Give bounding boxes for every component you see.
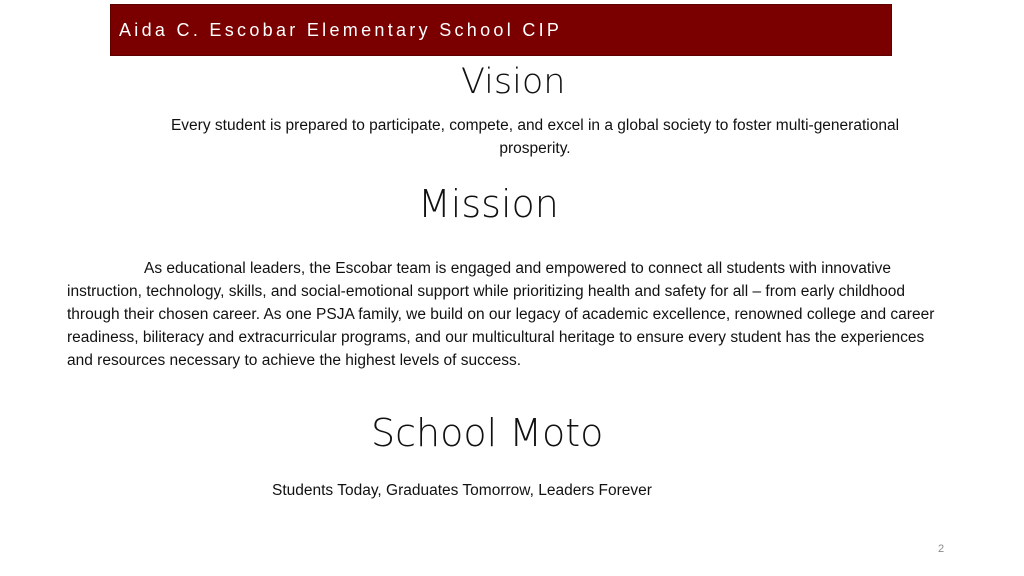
header-title: Aida C. Escobar Elementary School CIP <box>119 20 563 40</box>
mission-heading: Mission <box>418 182 559 226</box>
mission-text: As educational leaders, the Escobar team is engaged and empowered to connect all students with innovative instruction, technology, skills, and social-emotional support while prioritizing health and safety for all – from early childhood through their chosen career. As one PSJA family, we build on our legacy of academic excellence, renowned college and career readiness, biliteracy and extracurricular programs, and our multicultural heritage to ensure every student has the experiences and resources necessary to achieve the highest levels of success. <box>67 260 935 369</box>
page-number: 2 <box>938 543 945 555</box>
moto-heading: School Moto <box>371 411 604 455</box>
vision-text: Every student is prepared to participate, compete, and excel in a global society to foster multi-generational prosperity. <box>170 117 900 157</box>
vision-heading: Vision <box>461 62 566 102</box>
moto-text: Students Today, Graduates Tomorrow, Leaders Forever <box>272 482 652 499</box>
header-bar <box>110 4 892 56</box>
